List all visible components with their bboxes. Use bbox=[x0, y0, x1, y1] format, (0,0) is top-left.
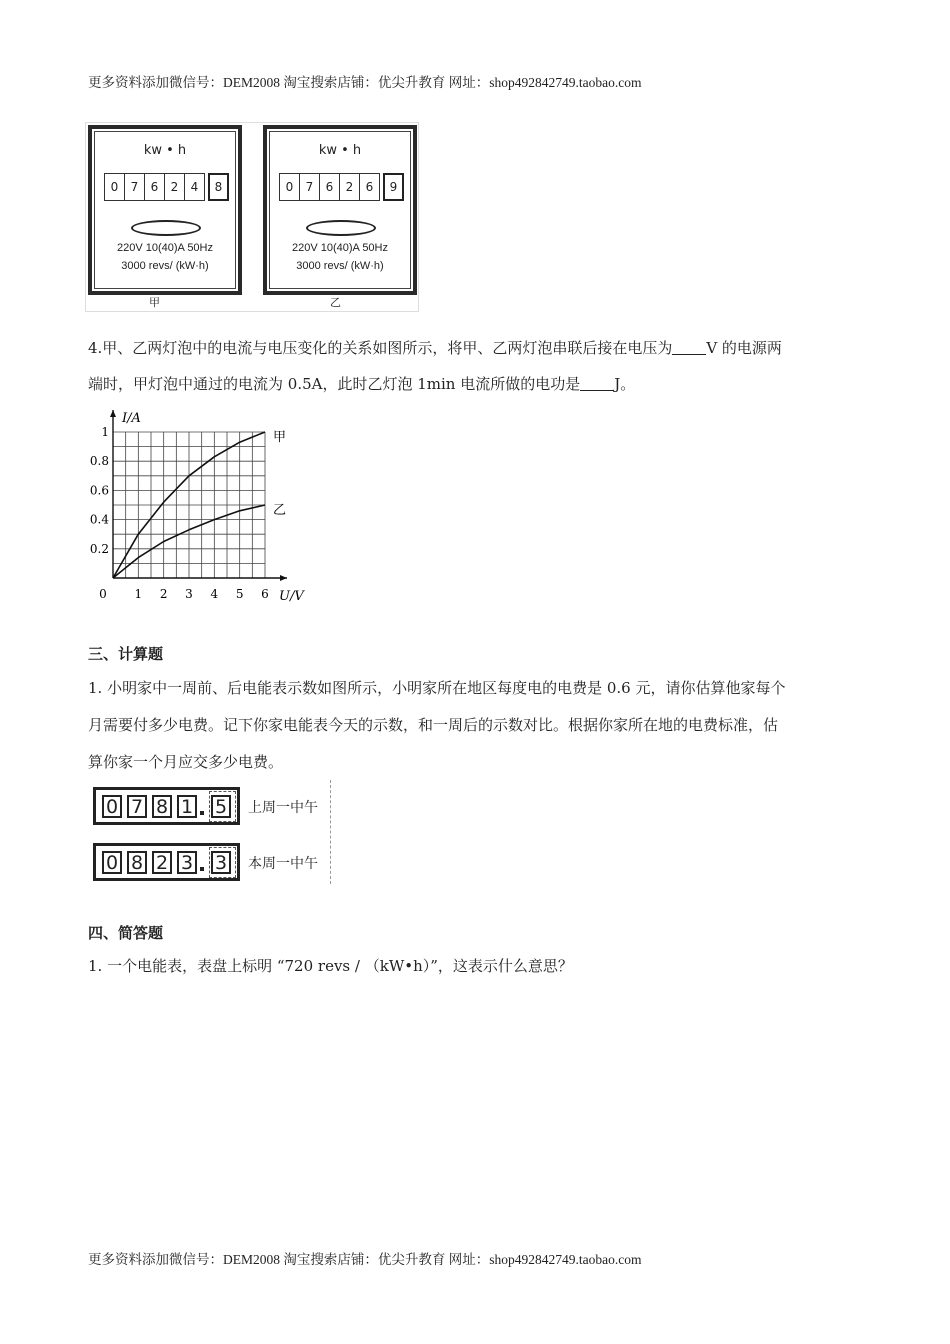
meter-digit: 6 bbox=[319, 173, 340, 201]
y-tick-label: 0.8 bbox=[89, 454, 109, 469]
y-axis-label: I/A bbox=[122, 411, 141, 426]
reading-last-week bbox=[93, 787, 240, 825]
y-axis-arrow bbox=[110, 410, 116, 417]
q4-text: 端时，甲灯泡中通过的电流为 0.5A，此时乙灯泡 1min 电流所做的电功是 bbox=[88, 375, 581, 393]
meter-spec-rating: 220V 10(40)A 50Hz bbox=[116, 242, 213, 254]
page-header: 更多资料添加微信号：DEM2008 淘宝搜索店铺：优尖升教育 网址：shop492842749.taobao.com bbox=[88, 75, 642, 90]
reading-digit: 0 bbox=[102, 795, 122, 818]
reading-digit: 2 bbox=[152, 851, 172, 874]
reading-digit: 8 bbox=[127, 851, 147, 874]
s3-q1-line1: 1. 小明家中一周前、后电能表示数如图所示，小明家所在地区每度电的电费是 0.6 元，请你估算他家每个 bbox=[88, 679, 786, 697]
meter-disc bbox=[131, 220, 201, 236]
y-tick-label: 0.2 bbox=[89, 541, 109, 556]
meter-digits bbox=[104, 173, 228, 201]
decimal-point bbox=[200, 867, 204, 871]
y-tick-label: 0.4 bbox=[89, 512, 109, 527]
answer-blank[interactable] bbox=[580, 376, 614, 391]
meter-digit: 0 bbox=[279, 173, 300, 201]
q4-text: 4.甲、乙两灯泡中的电流与电压变化的关系如图所示，将甲、乙两灯泡串联后接在电压为 bbox=[88, 339, 673, 357]
meter-digits bbox=[279, 173, 403, 201]
meter-digit-decimal: 9 bbox=[383, 173, 404, 201]
y-tick-label: 0.6 bbox=[89, 483, 109, 498]
meter-spec-revs: 3000 revs/ (kW·h) bbox=[296, 260, 384, 272]
section-3-title: 三、计算题 bbox=[88, 645, 164, 663]
question-4-line1 bbox=[88, 338, 782, 358]
question-4-line2 bbox=[88, 374, 635, 394]
section-4-title: 四、简答题 bbox=[88, 924, 164, 942]
meter-spec-rating: 220V 10(40)A 50Hz bbox=[291, 242, 388, 254]
series-label: 甲 bbox=[273, 430, 287, 445]
series-label: 乙 bbox=[273, 503, 287, 518]
reading-digit: 7 bbox=[127, 795, 147, 818]
x-axis-label: U/V bbox=[279, 589, 304, 604]
meter-digit: 0 bbox=[104, 173, 125, 201]
divider bbox=[330, 780, 331, 884]
x-tick-label: 4 bbox=[210, 587, 219, 601]
s4-q1: 1. 一个电能表，表盘上标明 “720 revs / （kW•h）”，这表示什么意思？ bbox=[88, 957, 573, 975]
q4-text: J。 bbox=[614, 375, 636, 393]
meter-digit: 7 bbox=[124, 173, 145, 201]
meter-readings-figure bbox=[88, 780, 333, 885]
s3-q1-line3: 算你家一个月应交多少电费。 bbox=[88, 753, 284, 771]
x-axis-arrow bbox=[280, 575, 287, 581]
meter-digit: 6 bbox=[144, 173, 165, 201]
reading-this-week bbox=[93, 843, 240, 881]
reading-digit: 0 bbox=[102, 851, 122, 874]
meter-label: 甲 bbox=[149, 296, 160, 309]
reading-label: 上周一中午 bbox=[248, 800, 318, 816]
answer-blank[interactable] bbox=[672, 340, 706, 355]
reading-digit-decimal: 5 bbox=[211, 795, 231, 818]
meter-digit-decimal: 8 bbox=[208, 173, 229, 201]
meter-label: 乙 bbox=[330, 296, 341, 309]
meter-spec-revs: 3000 revs/ (kW·h) bbox=[121, 260, 209, 272]
meter-digit: 2 bbox=[339, 173, 360, 201]
s3-q1-line2: 月需要付多少电费。记下你家电能表今天的示数，和一周后的示数对比。根据你家所在地的电费标准，估 bbox=[88, 716, 779, 734]
meter-digit: 6 bbox=[359, 173, 380, 201]
reading-digit: 8 bbox=[152, 795, 172, 818]
meter-yi bbox=[263, 125, 417, 295]
x-tick-label: 6 bbox=[261, 587, 269, 601]
reading-digit: 3 bbox=[177, 851, 197, 874]
reading-digit: 1 bbox=[177, 795, 197, 818]
meter-digit: 7 bbox=[299, 173, 320, 201]
reading-label: 本周一中午 bbox=[248, 856, 318, 872]
meter-unit: kw • h bbox=[143, 143, 187, 158]
meter-figure bbox=[85, 122, 419, 312]
page-footer: 更多资料添加微信号：DEM2008 淘宝搜索店铺：优尖升教育 网址：shop492842749.taobao.com bbox=[88, 1252, 642, 1267]
meter-disc bbox=[306, 220, 376, 236]
meter-unit: kw • h bbox=[318, 143, 362, 158]
x-tick-label: 1 bbox=[134, 587, 143, 601]
x-tick-label: 3 bbox=[185, 587, 193, 601]
decimal-point bbox=[200, 811, 204, 815]
y-tick-label: 1 bbox=[101, 425, 109, 439]
q4-text: V 的电源两 bbox=[706, 339, 782, 357]
meter-digit: 4 bbox=[184, 173, 205, 201]
x-tick-label: 2 bbox=[159, 587, 168, 601]
meter-digit: 2 bbox=[164, 173, 185, 201]
reading-digit-decimal: 3 bbox=[211, 851, 231, 874]
meter-jia bbox=[88, 125, 242, 295]
x-tick-label: 5 bbox=[235, 587, 244, 601]
x-tick-label: 0 bbox=[99, 587, 107, 601]
iu-chart bbox=[80, 405, 310, 610]
